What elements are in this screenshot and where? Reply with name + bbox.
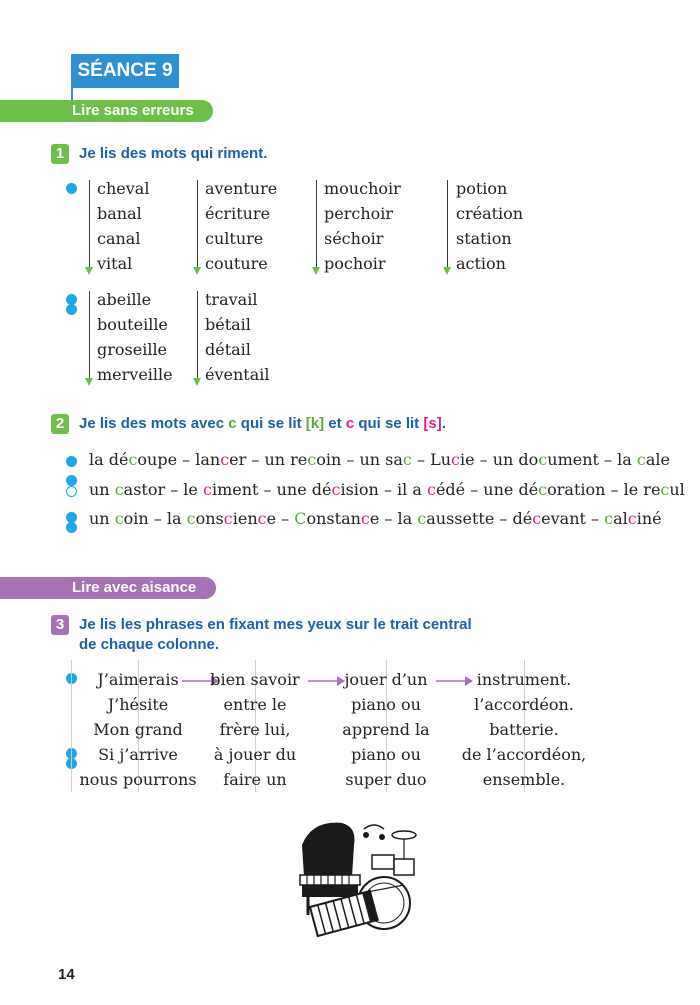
word: banal (97, 204, 142, 223)
sentence-text: la dé (89, 450, 129, 469)
title-sound-s: [s] (423, 415, 442, 432)
exercise-3-number: 3 (51, 615, 69, 635)
c-letter-s-sound: c (257, 509, 267, 528)
piano-accordion-drums-illustration (292, 815, 422, 945)
c-letter-s-sound: c (627, 509, 637, 528)
c-letter-k-sound: c (186, 509, 196, 528)
title-letter-s: c (345, 415, 355, 432)
reading-dot (66, 183, 77, 194)
exercise-2-number: 2 (51, 414, 69, 434)
exercise-1-number: 1 (51, 144, 69, 164)
word: détail (205, 340, 251, 359)
c-letter-k-sound: C (294, 509, 307, 528)
phrase: apprend la (342, 720, 430, 739)
c-sentence-line (89, 450, 670, 469)
word: action (456, 254, 506, 273)
word: culture (205, 229, 264, 248)
arrow-down-icon (443, 267, 451, 275)
sentence-text: iment – une dé (211, 480, 332, 499)
c-letter-s-sound: c (532, 509, 542, 528)
title-text: et (324, 415, 346, 432)
exercise-1-title: Je lis des mots qui riment. (79, 145, 268, 162)
phrase: nous pourrons (79, 770, 197, 789)
column-guide-line (197, 291, 198, 379)
sentence-text: ul (669, 480, 685, 499)
title-line: de chaque colonne. (79, 636, 220, 653)
rhyme-column (456, 176, 523, 276)
sentence-text: oin – un sa (316, 450, 403, 469)
sentence-text: ie – un do (459, 450, 539, 469)
phrase-column (336, 667, 436, 792)
title-text: qui se lit (236, 415, 306, 432)
phrase: faire un (223, 770, 287, 789)
sentence-text: er – un re (229, 450, 308, 469)
word: éventail (205, 365, 270, 384)
phrase: bien savoir (210, 670, 300, 689)
section-band-lire-avec-aisance: Lire avec aisance (0, 577, 216, 599)
word: pochoir (324, 254, 386, 273)
word: séchoir (324, 229, 384, 248)
c-letter-k-sound: c (604, 509, 614, 528)
rhyme-column (205, 176, 277, 276)
word: station (456, 229, 512, 248)
word: création (456, 204, 524, 223)
sentence-text: ons (195, 509, 224, 528)
title-text: . (441, 415, 446, 432)
arrow-down-icon (85, 267, 93, 275)
column-guide-line (447, 180, 448, 268)
sentence-text: e – la (369, 509, 418, 528)
sentence-text: ument – la (547, 450, 637, 469)
exercise-3-title (79, 615, 472, 655)
sentence-text: al (613, 509, 628, 528)
page-number: 14 (58, 966, 75, 983)
phrase: ensemble. (482, 770, 566, 789)
c-letter-k-sound: c (636, 450, 646, 469)
sentence-text: un (89, 480, 115, 499)
c-letter-k-sound: c (128, 450, 138, 469)
c-letter-s-sound: c (331, 480, 341, 499)
column-guide-line (89, 180, 90, 268)
sentence-text: oupe – lan (137, 450, 221, 469)
phrase: jouer d’un (344, 670, 428, 689)
phrase-column (205, 667, 305, 792)
word: travail (205, 290, 258, 309)
phrase: Si j’arrive (98, 745, 178, 764)
word: groseille (97, 340, 168, 359)
c-letter-s-sound: c (220, 450, 230, 469)
word: bouteille (97, 315, 168, 334)
sentence-text: evant – (541, 509, 605, 528)
phrase: piano ou (351, 745, 421, 764)
arrow-down-icon (193, 378, 201, 386)
c-letter-k-sound: c (660, 480, 670, 499)
phrase: à jouer du (213, 745, 297, 764)
rhyme-column (324, 176, 401, 276)
exercise-2-title (79, 414, 446, 434)
c-letter-s-sound: c (426, 480, 436, 499)
word: couture (205, 254, 268, 273)
sentence-text: oration – le re (547, 480, 661, 499)
reading-dot-hollow (66, 486, 77, 497)
sentence-text: ale (645, 450, 670, 469)
reading-dot (66, 522, 77, 533)
phrase: de l’accordéon, (461, 745, 587, 764)
sentence-text: édé – une dé (435, 480, 539, 499)
phrase: frère lui, (219, 720, 291, 739)
word: cheval (97, 179, 150, 198)
reading-dot (66, 304, 77, 315)
phrase: J’hésite (107, 695, 169, 714)
arrow-down-icon (312, 267, 320, 275)
sentence-text: ision – il a (340, 480, 427, 499)
seance-label: SÉANCE 9 (71, 54, 179, 88)
c-letter-k-sound: c (402, 450, 412, 469)
sentence-text: – Lu (411, 450, 451, 469)
c-letter-k-sound: c (114, 509, 124, 528)
sentence-text: aussette – dé (426, 509, 533, 528)
title-sound-k: [k] (305, 415, 325, 432)
sentence-text: onstan (306, 509, 361, 528)
phrase: Mon grand (93, 720, 183, 739)
phrase: piano ou (351, 695, 421, 714)
reading-dot (66, 456, 77, 467)
c-letter-s-sound: c (360, 509, 370, 528)
c-letter-k-sound: c (538, 480, 548, 499)
phrase: super duo (345, 770, 427, 789)
rhyme-column (97, 176, 149, 276)
c-sentence-line (89, 480, 685, 499)
c-sentence-line (89, 509, 662, 528)
sentence-text: un (89, 509, 115, 528)
word: potion (456, 179, 508, 198)
c-letter-k-sound: c (417, 509, 427, 528)
sentence-text: iné (636, 509, 662, 528)
phrase-column (78, 667, 198, 792)
column-guide-line (89, 291, 90, 379)
title-line: Je lis les phrases en fixant mes yeux sur le trait central (79, 616, 472, 633)
title-text: qui se lit (354, 415, 424, 432)
seance-connector (71, 88, 73, 100)
sentence-text: astor – le (123, 480, 203, 499)
reading-dot (66, 475, 77, 486)
word: aventure (205, 179, 278, 198)
title-letter-k: c (228, 415, 237, 432)
rhyme-column (97, 287, 173, 387)
word: canal (97, 229, 141, 248)
word: perchoir (324, 204, 394, 223)
c-letter-k-sound: c (114, 480, 124, 499)
arrow-down-icon (85, 378, 93, 386)
phrase: l’accordéon. (474, 695, 574, 714)
left-guide-line (71, 660, 72, 792)
word: merveille (97, 365, 173, 384)
word: mouchoir (324, 179, 401, 198)
sentence-text: e – (266, 509, 295, 528)
c-letter-k-sound: c (538, 450, 548, 469)
phrase: entre le (223, 695, 287, 714)
phrase-column (459, 667, 589, 792)
section-band-lire-sans-erreurs: Lire sans erreurs (0, 100, 213, 122)
c-letter-k-sound: c (307, 450, 317, 469)
c-letter-s-sound: c (202, 480, 212, 499)
rhyme-column (205, 287, 269, 387)
sentence-text: ien (232, 509, 258, 528)
word: bétail (205, 315, 251, 334)
column-guide-line (316, 180, 317, 268)
word: abeille (97, 290, 152, 309)
sentence-text: oin – la (123, 509, 187, 528)
phrase: instrument. (476, 670, 572, 689)
arrow-down-icon (193, 267, 201, 275)
word: écriture (205, 204, 271, 223)
column-guide-line (197, 180, 198, 268)
c-letter-s-sound: c (223, 509, 233, 528)
phrase: batterie. (489, 720, 559, 739)
c-letter-s-sound: c (451, 450, 460, 469)
phrase: J’aimerais (97, 670, 179, 689)
word: vital (97, 254, 133, 273)
title-text: Je lis des mots avec (79, 415, 229, 432)
